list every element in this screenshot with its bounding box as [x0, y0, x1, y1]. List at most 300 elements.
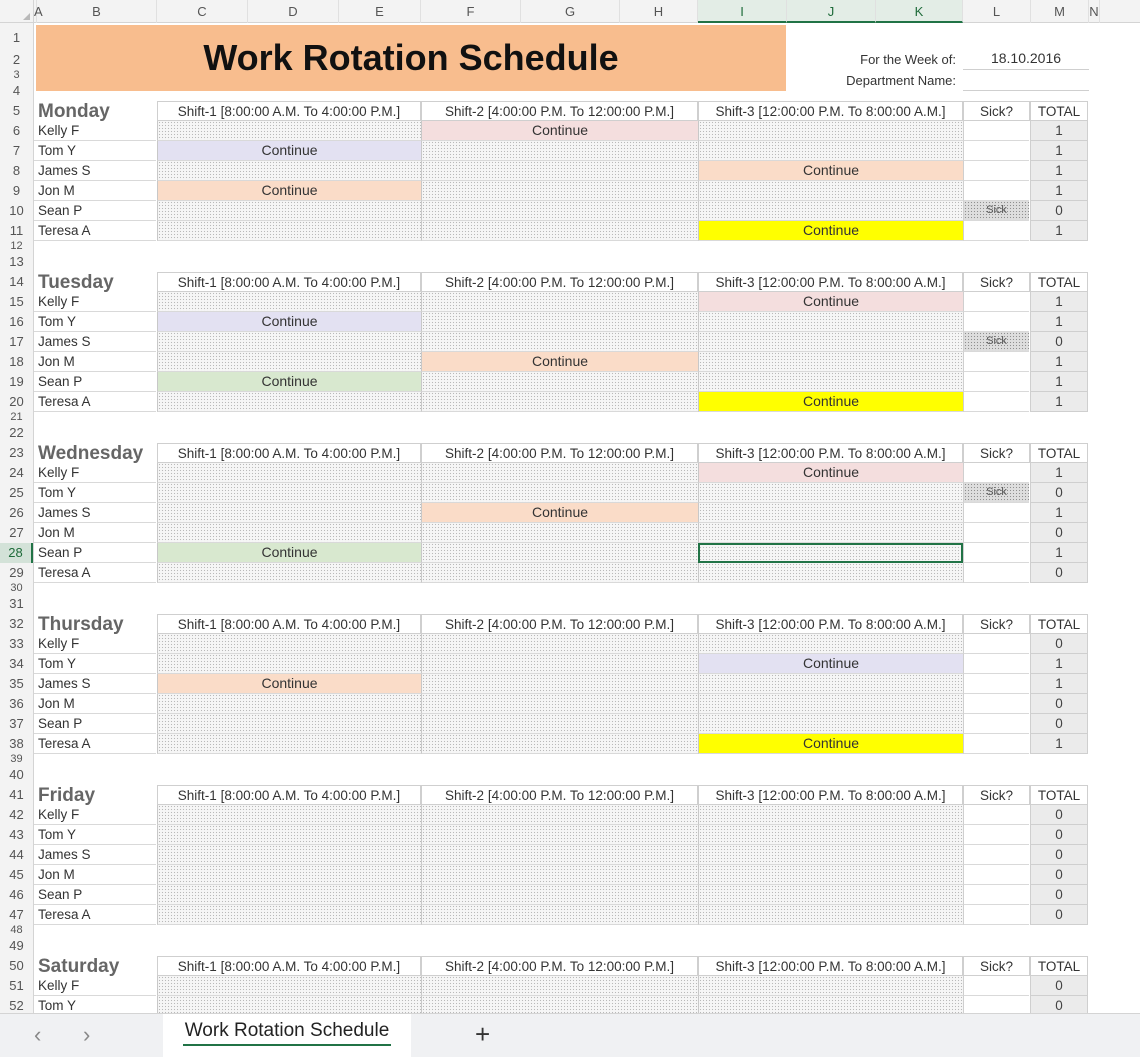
week-label: For the Week of:	[860, 52, 956, 67]
shift-2-cell[interactable]	[421, 654, 698, 674]
shift3-header: Shift-3 [12:00:00 P.M. To 8:00:00 A.M.]	[698, 101, 963, 121]
shift-3-cell[interactable]	[698, 483, 963, 503]
week-value[interactable]: 18.10.2016	[963, 50, 1089, 70]
shift-2-cell[interactable]	[421, 332, 698, 352]
sick-cell[interactable]	[963, 372, 1029, 392]
shift-1-cell[interactable]: Continue	[157, 372, 421, 392]
shift-2-cell[interactable]	[421, 885, 698, 905]
employee-name[interactable]: Kelly F	[34, 805, 156, 825]
row-header[interactable]: 25	[9, 485, 24, 500]
row-header[interactable]: 52	[9, 998, 24, 1013]
shift-2-cell[interactable]	[421, 976, 698, 996]
employee-row	[34, 543, 1140, 563]
employee-row	[34, 352, 1140, 372]
day-name: Monday	[38, 101, 110, 122]
sick-cell[interactable]	[963, 805, 1029, 825]
sick-cell[interactable]	[963, 141, 1029, 161]
shift-1-cell[interactable]	[157, 332, 421, 352]
shift-2-cell[interactable]	[421, 523, 698, 543]
row-header[interactable]: 39	[10, 753, 23, 765]
row-header[interactable]: 33	[9, 636, 24, 651]
row-header[interactable]: 18	[9, 354, 24, 369]
employee-name[interactable]: Jon M	[34, 523, 156, 543]
row-header[interactable]: 2	[12, 52, 21, 67]
shift1-header: Shift-1 [8:00:00 A.M. To 4:00:00 P.M.]	[157, 956, 421, 976]
shift-1-cell[interactable]	[157, 845, 421, 865]
sick-header: Sick?	[963, 101, 1030, 121]
sick-cell[interactable]	[963, 885, 1029, 905]
row-header[interactable]: 20	[9, 394, 24, 409]
column-header-f[interactable]: F	[421, 0, 521, 23]
column-header-l[interactable]: L	[963, 0, 1031, 23]
employee-name[interactable]: Teresa A	[34, 563, 156, 583]
shift3-header: Shift-3 [12:00:00 P.M. To 8:00:00 A.M.]	[698, 272, 963, 292]
sheet-tab-label: Work Rotation Schedule	[183, 1020, 392, 1046]
employee-name[interactable]: Sean P	[34, 885, 156, 905]
employee-row	[34, 694, 1140, 714]
select-all-corner[interactable]	[0, 0, 34, 23]
shift1-header: Shift-1 [8:00:00 A.M. To 4:00:00 P.M.]	[157, 785, 421, 805]
employee-name[interactable]: Tom Y	[34, 312, 156, 332]
row-header[interactable]: 5	[12, 103, 21, 118]
total-cell: 0	[1030, 694, 1088, 714]
sick-cell[interactable]	[963, 825, 1029, 845]
shift-2-cell[interactable]: Continue	[421, 352, 698, 372]
shift2-header: Shift-2 [4:00:00 P.M. To 12:00:00 P.M.]	[421, 956, 698, 976]
column-header-c[interactable]: C	[157, 0, 248, 23]
shift-1-cell[interactable]	[157, 292, 421, 312]
shift-3-cell[interactable]	[698, 543, 963, 563]
shift-1-cell[interactable]	[157, 905, 421, 925]
shift-2-cell[interactable]	[421, 292, 698, 312]
shift-3-cell[interactable]	[698, 805, 963, 825]
shift-2-cell[interactable]	[421, 392, 698, 412]
shift-1-cell[interactable]	[157, 161, 421, 181]
row-header[interactable]: 44	[9, 847, 24, 862]
shift-2-cell[interactable]	[421, 805, 698, 825]
shift-3-cell[interactable]: Continue	[698, 292, 963, 312]
total-cell: 1	[1030, 292, 1088, 312]
employee-name[interactable]: Sean P	[34, 201, 156, 221]
row-header[interactable]: 10	[9, 203, 24, 218]
employee-row	[34, 181, 1140, 201]
shift-1-cell[interactable]	[157, 976, 421, 996]
shift-2-cell[interactable]	[421, 996, 698, 1013]
shift3-header: Shift-3 [12:00:00 P.M. To 8:00:00 A.M.]	[698, 785, 963, 805]
shift-3-cell[interactable]	[698, 523, 963, 543]
sick-cell[interactable]	[963, 563, 1029, 583]
row-header[interactable]: 40	[9, 767, 24, 782]
sick-cell[interactable]	[963, 121, 1029, 141]
shift-1-cell[interactable]	[157, 694, 421, 714]
shift-2-cell[interactable]	[421, 161, 698, 181]
shift-2-cell[interactable]	[421, 865, 698, 885]
row-header[interactable]: 31	[9, 596, 24, 611]
shift-1-cell[interactable]	[157, 865, 421, 885]
shift-2-cell[interactable]	[421, 181, 698, 201]
shift-2-cell[interactable]	[421, 694, 698, 714]
day-name: Tuesday	[38, 272, 114, 293]
row-header[interactable]: 45	[9, 867, 24, 882]
row-header[interactable]: 7	[12, 143, 21, 158]
row-header[interactable]: 24	[9, 465, 24, 480]
shift-1-cell[interactable]: Continue	[157, 674, 421, 694]
employee-name[interactable]: Kelly F	[34, 121, 156, 141]
row-header[interactable]: 32	[9, 616, 24, 631]
shift-1-cell[interactable]	[157, 996, 421, 1013]
column-header-a[interactable]: A	[34, 0, 37, 23]
schedule-title[interactable]: Work Rotation Schedule	[36, 25, 786, 91]
sick-cell[interactable]	[963, 503, 1029, 523]
employee-row	[34, 221, 1140, 241]
shift-3-cell[interactable]	[698, 201, 963, 221]
column-header-d[interactable]: D	[248, 0, 339, 23]
row-header[interactable]: 16	[9, 314, 24, 329]
column-header-n[interactable]: N	[1089, 0, 1100, 23]
total-cell: 0	[1030, 976, 1088, 996]
shift-3-cell[interactable]: Continue	[698, 654, 963, 674]
sick-cell[interactable]	[963, 845, 1029, 865]
column-header-g[interactable]: G	[521, 0, 620, 23]
row-header-bar	[0, 23, 34, 1013]
shift-2-cell[interactable]	[421, 734, 698, 754]
shift-2-cell[interactable]	[421, 714, 698, 734]
department-value[interactable]	[963, 71, 1089, 91]
employee-row	[34, 292, 1140, 312]
row-header[interactable]: 21	[10, 411, 23, 423]
shift-2-cell[interactable]	[421, 845, 698, 865]
employee-name[interactable]: Tom Y	[34, 483, 156, 503]
shift1-header: Shift-1 [8:00:00 A.M. To 4:00:00 P.M.]	[157, 443, 421, 463]
employee-row	[34, 734, 1140, 754]
employee-row	[34, 463, 1140, 483]
row-header[interactable]: 17	[9, 334, 24, 349]
employee-row	[34, 563, 1140, 583]
row-header[interactable]: 35	[9, 676, 24, 691]
employee-name[interactable]: James S	[34, 845, 156, 865]
shift-3-cell[interactable]	[698, 845, 963, 865]
sick-cell[interactable]	[963, 734, 1029, 754]
sick-header: Sick?	[963, 272, 1030, 292]
employee-name[interactable]: Jon M	[34, 694, 156, 714]
sheet-grid[interactable]	[34, 23, 1140, 1013]
row-header[interactable]: 19	[9, 374, 24, 389]
shift-3-cell[interactable]: Continue	[698, 161, 963, 181]
row-header[interactable]: 42	[9, 807, 24, 822]
row-header[interactable]: 8	[12, 163, 21, 178]
sick-cell[interactable]	[963, 694, 1029, 714]
shift-2-cell[interactable]	[421, 674, 698, 694]
sheet-tab-bar	[0, 1013, 1140, 1057]
sick-cell[interactable]	[963, 654, 1029, 674]
shift-3-cell[interactable]	[698, 121, 963, 141]
row-header[interactable]: 12	[10, 240, 23, 252]
sheet-tab-work-rotation[interactable]	[163, 1014, 411, 1057]
shift-2-cell[interactable]	[421, 563, 698, 583]
column-header-k[interactable]: K	[876, 0, 963, 23]
total-header: TOTAL	[1030, 785, 1088, 805]
sick-cell[interactable]	[963, 181, 1029, 201]
shift-1-cell[interactable]	[157, 503, 421, 523]
column-header-m[interactable]: M	[1031, 0, 1089, 23]
row-header[interactable]: 15	[9, 294, 24, 309]
shift-3-cell[interactable]	[698, 996, 963, 1013]
employee-row	[34, 201, 1140, 221]
employee-name[interactable]: Jon M	[34, 352, 156, 372]
shift-2-cell[interactable]	[421, 634, 698, 654]
shift-2-cell[interactable]	[421, 201, 698, 221]
shift2-header: Shift-2 [4:00:00 P.M. To 12:00:00 P.M.]	[421, 272, 698, 292]
employee-name[interactable]: Tom Y	[34, 825, 156, 845]
employee-name[interactable]: James S	[34, 332, 156, 352]
shift-3-cell[interactable]	[698, 141, 963, 161]
employee-name[interactable]: Teresa A	[34, 221, 156, 241]
sick-cell[interactable]	[963, 976, 1029, 996]
shift-1-cell[interactable]	[157, 201, 421, 221]
row-header[interactable]: 30	[10, 582, 23, 594]
shift-1-cell[interactable]	[157, 221, 421, 241]
row-header[interactable]: 41	[9, 787, 24, 802]
employee-name[interactable]: Teresa A	[34, 392, 156, 412]
total-cell: 0	[1030, 996, 1088, 1013]
shift-3-cell[interactable]: Continue	[698, 392, 963, 412]
employee-row	[34, 845, 1140, 865]
shift-3-cell[interactable]: Continue	[698, 221, 963, 241]
sick-cell[interactable]	[963, 865, 1029, 885]
sick-cell[interactable]	[963, 292, 1029, 312]
row-header[interactable]: 23	[9, 445, 24, 460]
row-header[interactable]: 28	[0, 543, 33, 563]
total-cell: 0	[1030, 805, 1088, 825]
shift-2-cell[interactable]	[421, 543, 698, 563]
employee-name[interactable]: James S	[34, 161, 156, 181]
shift2-header: Shift-2 [4:00:00 P.M. To 12:00:00 P.M.]	[421, 785, 698, 805]
shift-2-cell[interactable]	[421, 483, 698, 503]
row-header[interactable]: 50	[9, 958, 24, 973]
employee-name[interactable]: Teresa A	[34, 905, 156, 925]
shift-3-cell[interactable]	[698, 885, 963, 905]
shift-3-cell[interactable]	[698, 825, 963, 845]
shift-2-cell[interactable]	[421, 905, 698, 925]
row-header[interactable]: 3	[13, 69, 20, 81]
row-header[interactable]: 6	[12, 123, 21, 138]
row-header[interactable]: 38	[9, 736, 24, 751]
row-header[interactable]: 4	[12, 83, 21, 98]
day-name: Wednesday	[38, 443, 144, 464]
employee-name[interactable]: Tom Y	[34, 654, 156, 674]
chevron-left-icon[interactable]: ‹	[34, 1022, 42, 1047]
employee-row	[34, 141, 1140, 161]
total-cell: 1	[1030, 372, 1088, 392]
row-header[interactable]: 51	[9, 978, 24, 993]
day-name: Thursday	[38, 614, 124, 635]
row-header[interactable]: 14	[9, 274, 24, 289]
total-cell: 1	[1030, 312, 1088, 332]
employee-name[interactable]: James S	[34, 674, 156, 694]
employee-name[interactable]: Sean P	[34, 543, 156, 563]
employee-row	[34, 332, 1140, 352]
sick-cell[interactable]	[963, 674, 1029, 694]
sick-cell[interactable]	[963, 905, 1029, 925]
shift-3-cell[interactable]	[698, 503, 963, 523]
column-header-h[interactable]: H	[620, 0, 698, 23]
total-cell: 0	[1030, 714, 1088, 734]
shift-3-cell[interactable]	[698, 634, 963, 654]
total-cell: 1	[1030, 463, 1088, 483]
shift-1-cell[interactable]	[157, 483, 421, 503]
shift-1-cell[interactable]	[157, 825, 421, 845]
shift-1-cell[interactable]: Continue	[157, 181, 421, 201]
total-cell: 0	[1030, 201, 1088, 221]
total-cell: 0	[1030, 563, 1088, 583]
employee-name[interactable]: Tom Y	[34, 141, 156, 161]
shift-3-cell[interactable]	[698, 694, 963, 714]
total-header: TOTAL	[1030, 443, 1088, 463]
employee-row	[34, 312, 1140, 332]
employee-name[interactable]: Kelly F	[34, 292, 156, 312]
sick-cell[interactable]	[963, 996, 1029, 1013]
total-cell: 0	[1030, 523, 1088, 543]
chevron-right-icon[interactable]: ›	[83, 1022, 91, 1047]
row-header[interactable]: 26	[9, 505, 24, 520]
shift-1-cell[interactable]: Continue	[157, 312, 421, 332]
shift-3-cell[interactable]	[698, 312, 963, 332]
row-header[interactable]: 27	[9, 525, 24, 540]
shift-3-cell[interactable]	[698, 865, 963, 885]
employee-row	[34, 161, 1140, 181]
total-cell: 1	[1030, 161, 1088, 181]
employee-name[interactable]: Sean P	[34, 714, 156, 734]
shift-1-cell[interactable]	[157, 121, 421, 141]
shift-2-cell[interactable]: Continue	[421, 503, 698, 523]
sick-cell[interactable]	[963, 161, 1029, 181]
sick-cell[interactable]	[963, 352, 1029, 372]
shift-3-cell[interactable]: Continue	[698, 463, 963, 483]
row-header[interactable]: 36	[9, 696, 24, 711]
shift-1-cell[interactable]	[157, 805, 421, 825]
column-header-b[interactable]: B	[37, 0, 157, 23]
sick-cell[interactable]	[963, 714, 1029, 734]
row-header[interactable]: 13	[9, 254, 24, 269]
shift-1-cell[interactable]	[157, 885, 421, 905]
employee-row	[34, 483, 1140, 503]
employee-name[interactable]: Jon M	[34, 181, 156, 201]
shift-3-cell[interactable]	[698, 905, 963, 925]
employee-name[interactable]: James S	[34, 503, 156, 523]
shift-1-cell[interactable]	[157, 523, 421, 543]
row-header[interactable]: 46	[9, 887, 24, 902]
shift3-header: Shift-3 [12:00:00 P.M. To 8:00:00 A.M.]	[698, 614, 963, 634]
shift-2-cell[interactable]	[421, 312, 698, 332]
row-header[interactable]: 47	[9, 907, 24, 922]
employee-name[interactable]: Kelly F	[34, 976, 156, 996]
employee-row	[34, 523, 1140, 543]
row-header[interactable]: 43	[9, 827, 24, 842]
shift-3-cell[interactable]	[698, 181, 963, 201]
column-header-i[interactable]: I	[698, 0, 787, 23]
plus-icon[interactable]: +	[475, 1019, 491, 1049]
total-cell: 0	[1030, 905, 1088, 925]
total-header: TOTAL	[1030, 614, 1088, 634]
sick-cell[interactable]	[963, 312, 1029, 332]
sick-cell[interactable]	[963, 221, 1029, 241]
shift-3-cell[interactable]: Continue	[698, 734, 963, 754]
sick-cell[interactable]: Sick	[963, 483, 1029, 503]
row-header[interactable]: 1	[12, 30, 21, 45]
total-cell: 1	[1030, 503, 1088, 523]
row-header[interactable]: 34	[9, 656, 24, 671]
shift-1-cell[interactable]	[157, 563, 421, 583]
employee-name[interactable]: Kelly F	[34, 634, 156, 654]
shift-3-cell[interactable]	[698, 674, 963, 694]
total-cell: 1	[1030, 181, 1088, 201]
shift-1-cell[interactable]	[157, 734, 421, 754]
sick-cell[interactable]: Sick	[963, 332, 1029, 352]
sick-cell[interactable]	[963, 392, 1029, 412]
employee-name[interactable]: Kelly F	[34, 463, 156, 483]
total-cell: 0	[1030, 332, 1088, 352]
shift-1-cell[interactable]	[157, 654, 421, 674]
shift-2-cell[interactable]	[421, 463, 698, 483]
shift-1-cell[interactable]	[157, 714, 421, 734]
column-header-e[interactable]: E	[339, 0, 421, 23]
row-header[interactable]: 22	[9, 425, 24, 440]
sick-cell[interactable]	[963, 543, 1029, 563]
shift-1-cell[interactable]: Continue	[157, 543, 421, 563]
shift-2-cell[interactable]	[421, 825, 698, 845]
employee-row	[34, 825, 1140, 845]
total-cell: 0	[1030, 825, 1088, 845]
shift-3-cell[interactable]	[698, 563, 963, 583]
employee-name[interactable]: Sean P	[34, 372, 156, 392]
department-label: Department Name:	[846, 73, 956, 88]
row-header[interactable]: 9	[12, 183, 21, 198]
shift-1-cell[interactable]	[157, 352, 421, 372]
total-cell: 1	[1030, 392, 1088, 412]
total-cell: 1	[1030, 654, 1088, 674]
shift-2-cell[interactable]	[421, 141, 698, 161]
row-header[interactable]: 48	[10, 924, 23, 936]
shift-3-cell[interactable]	[698, 976, 963, 996]
shift-1-cell[interactable]	[157, 392, 421, 412]
shift-1-cell[interactable]	[157, 463, 421, 483]
sick-cell[interactable]: Sick	[963, 201, 1029, 221]
row-header[interactable]: 29	[9, 565, 24, 580]
shift-2-cell[interactable]: Continue	[421, 121, 698, 141]
shift-3-cell[interactable]	[698, 352, 963, 372]
employee-name[interactable]: Tom Y	[34, 996, 156, 1013]
total-cell: 1	[1030, 141, 1088, 161]
sick-header: Sick?	[963, 443, 1030, 463]
row-header[interactable]: 49	[9, 938, 24, 953]
column-header-j[interactable]: J	[787, 0, 876, 23]
total-header: TOTAL	[1030, 101, 1088, 121]
employee-name[interactable]: Teresa A	[34, 734, 156, 754]
shift-3-cell[interactable]	[698, 372, 963, 392]
shift-3-cell[interactable]	[698, 714, 963, 734]
shift-1-cell[interactable]	[157, 634, 421, 654]
shift-3-cell[interactable]	[698, 332, 963, 352]
row-header[interactable]: 11	[9, 223, 24, 238]
employee-name[interactable]: Jon M	[34, 865, 156, 885]
shift-2-cell[interactable]	[421, 221, 698, 241]
sick-cell[interactable]	[963, 634, 1029, 654]
row-header[interactable]: 37	[9, 716, 24, 731]
sick-cell[interactable]	[963, 463, 1029, 483]
sick-cell[interactable]	[963, 523, 1029, 543]
shift-1-cell[interactable]: Continue	[157, 141, 421, 161]
shift-2-cell[interactable]	[421, 372, 698, 392]
